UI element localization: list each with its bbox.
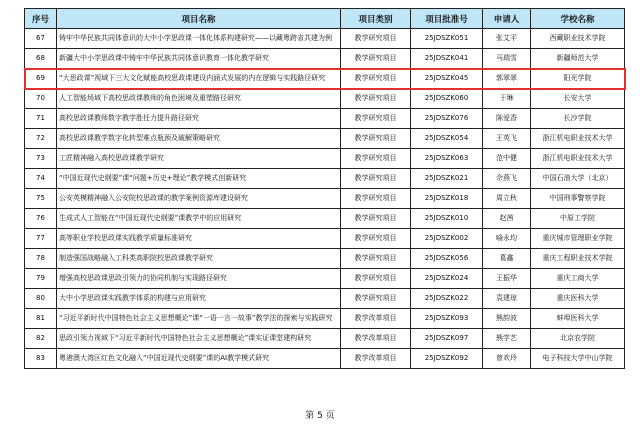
project-name-cell: “中国近现代史纲要”课“问题+历史+理论”教学模式创新研究 bbox=[57, 169, 341, 189]
approval-number-cell: 25JDSZK092 bbox=[411, 349, 483, 369]
project-name-cell: 人工智能场域下高校思政课教师的角色困境及重塑路径研究 bbox=[57, 89, 341, 109]
project-name-cell: 制造强国战略融入工科类高职院校思政课教学研究 bbox=[57, 249, 341, 269]
project-category-cell: 教学研究项目 bbox=[341, 289, 411, 309]
school-name-cell: 长安大学 bbox=[531, 89, 625, 109]
approval-number-cell: 25JDSZK076 bbox=[411, 109, 483, 129]
approval-number-cell: 25JDSZK021 bbox=[411, 169, 483, 189]
table-row bbox=[25, 109, 625, 129]
table-row bbox=[25, 29, 625, 49]
table-row bbox=[25, 149, 625, 169]
school-name-cell: 新疆师范大学 bbox=[531, 49, 625, 69]
approval-number-cell: 25JDSZK041 bbox=[411, 49, 483, 69]
row-index-cell: 68 bbox=[25, 49, 57, 69]
applicant-cell: 曾欢玲 bbox=[483, 349, 531, 369]
table-row bbox=[25, 249, 625, 269]
project-category-cell: 教学研究项目 bbox=[341, 249, 411, 269]
row-index-cell: 80 bbox=[25, 289, 57, 309]
table-row bbox=[25, 309, 625, 329]
row-index-cell: 74 bbox=[25, 169, 57, 189]
project-category-cell: 教学研究项目 bbox=[341, 229, 411, 249]
project-name-cell: 新疆大中小学思政课中铸牢中华民族共同体意识教育一体化教学研究 bbox=[57, 49, 341, 69]
page-footer: 第 5 页 bbox=[305, 411, 335, 421]
project-category-cell: 教学研究项目 bbox=[341, 269, 411, 289]
applicant-cell: 马瑞雪 bbox=[483, 49, 531, 69]
row-index-cell: 77 bbox=[25, 229, 57, 249]
school-name-cell: 重庆工商大学 bbox=[531, 269, 625, 289]
projects-table bbox=[24, 8, 625, 369]
school-name-cell: 重庆工程职业技术学院 bbox=[531, 249, 625, 269]
project-name-cell: 大中小学思政课实践教学体系的构建与应用研究 bbox=[57, 289, 341, 309]
school-name-cell: 浙江机电职业技术大学 bbox=[531, 149, 625, 169]
approval-number-cell: 25JDSZK045 bbox=[411, 69, 483, 89]
table-row bbox=[25, 209, 625, 229]
school-name-cell: 长沙学院 bbox=[531, 109, 625, 129]
project-name-cell: 生成式人工智能在“中国近现代史纲要”课教学中的应用研究 bbox=[57, 209, 341, 229]
applicant-cell: 熊学艺 bbox=[483, 329, 531, 349]
applicant-cell: 郭翠翠 bbox=[483, 69, 531, 89]
approval-number-cell: 25JDSZK018 bbox=[411, 189, 483, 209]
school-name-cell: 电子科技大学中山学院 bbox=[531, 349, 625, 369]
applicant-cell: 陈爱香 bbox=[483, 109, 531, 129]
table-row bbox=[25, 349, 625, 369]
row-index-cell: 73 bbox=[25, 149, 57, 169]
approval-number-cell: 25JDSZK054 bbox=[411, 129, 483, 149]
approval-number-cell: 25JDSZK022 bbox=[411, 289, 483, 309]
project-category-cell: 教学改革项目 bbox=[341, 349, 411, 369]
school-name-cell: 中原工学院 bbox=[531, 209, 625, 229]
row-index-cell: 67 bbox=[25, 29, 57, 49]
header-project-name: 项目名称 bbox=[57, 9, 341, 29]
project-name-cell: 高校思政课教师数字教学胜任力提升路径研究 bbox=[57, 109, 341, 129]
project-category-cell: 教学研究项目 bbox=[341, 49, 411, 69]
header-project-category: 项目类别 bbox=[341, 9, 411, 29]
project-name-cell: “大思政课”视域下三大文化赋能高校思政课建设内涵式发展的内在逻辑与实践路径研究 bbox=[57, 69, 341, 89]
project-category-cell: 教学改革项目 bbox=[341, 329, 411, 349]
header-approval-number: 项目批准号 bbox=[411, 9, 483, 29]
table-row bbox=[25, 189, 625, 209]
row-index-cell: 70 bbox=[25, 89, 57, 109]
school-name-cell: 西藏职业技术学院 bbox=[531, 29, 625, 49]
row-index-cell: 69 bbox=[25, 69, 57, 89]
approval-number-cell: 25JDSZK093 bbox=[411, 309, 483, 329]
applicant-cell: 袁建琼 bbox=[483, 289, 531, 309]
applicant-cell: 周立秋 bbox=[483, 189, 531, 209]
school-name-cell: 中国刑事警察学院 bbox=[531, 189, 625, 209]
project-name-cell: “习近平新时代中国特色社会主义思想概论”课“一语一言一故事”教学法的探索与实践研究 bbox=[57, 309, 341, 329]
approval-number-cell: 25JDSZK051 bbox=[411, 29, 483, 49]
applicant-cell: 范中健 bbox=[483, 149, 531, 169]
header-school: 学校名称 bbox=[531, 9, 625, 29]
project-category-cell: 教学研究项目 bbox=[341, 29, 411, 49]
applicant-cell: 王振华 bbox=[483, 269, 531, 289]
project-name-cell: 思政引领力视域下“习近平新时代中国特色社会主义思想概论”课实证课堂建构研究 bbox=[57, 329, 341, 349]
project-name-cell: 高等职业学校思政课实践教学质量标准研究 bbox=[57, 229, 341, 249]
project-category-cell: 教学研究项目 bbox=[341, 149, 411, 169]
table-row bbox=[25, 329, 625, 349]
school-name-cell: 重庆城市管理职业学院 bbox=[531, 229, 625, 249]
project-category-cell: 教学研究项目 bbox=[341, 89, 411, 109]
approval-number-cell: 25JDSZK097 bbox=[411, 329, 483, 349]
school-name-cell: 中国石油大学（北京） bbox=[531, 169, 625, 189]
project-category-cell: 教学研究项目 bbox=[341, 109, 411, 129]
row-index-cell: 81 bbox=[25, 309, 57, 329]
applicant-cell: 王英飞 bbox=[483, 129, 531, 149]
row-index-cell: 71 bbox=[25, 109, 57, 129]
approval-number-cell: 25JDSZK010 bbox=[411, 209, 483, 229]
row-index-cell: 72 bbox=[25, 129, 57, 149]
applicant-cell: 熊韵波 bbox=[483, 309, 531, 329]
school-name-cell: 重庆医科大学 bbox=[531, 289, 625, 309]
row-index-cell: 76 bbox=[25, 209, 57, 229]
table-row bbox=[25, 69, 625, 89]
project-category-cell: 教学研究项目 bbox=[341, 69, 411, 89]
project-category-cell: 教学研究项目 bbox=[341, 209, 411, 229]
row-index-cell: 75 bbox=[25, 189, 57, 209]
project-name-cell: 公安英模精神融入公安院校思政课的教学案例资源库建设研究 bbox=[57, 189, 341, 209]
approval-number-cell: 25JDSZK063 bbox=[411, 149, 483, 169]
table-row bbox=[25, 49, 625, 69]
table-header-row bbox=[25, 9, 625, 29]
school-name-cell: 浙江机电职业技术大学 bbox=[531, 129, 625, 149]
approval-number-cell: 25JDSZK056 bbox=[411, 249, 483, 269]
applicant-cell: 葛鑫 bbox=[483, 249, 531, 269]
applicant-cell: 于琳 bbox=[483, 89, 531, 109]
project-category-cell: 教学研究项目 bbox=[341, 189, 411, 209]
applicant-cell: 佘燕飞 bbox=[483, 169, 531, 189]
applicant-cell: 赵茜 bbox=[483, 209, 531, 229]
project-name-cell: 高校思政课教学数字化转型难点瓶颈及破解策略研究 bbox=[57, 129, 341, 149]
project-name-cell: 工匠精神融入高校思政课教学研究 bbox=[57, 149, 341, 169]
project-name-cell: 铸牢中华民族共同体意识的大中小学思政课一体化体系构建研究——以藏粤跨省共建为例 bbox=[57, 29, 341, 49]
header-applicant: 申请人 bbox=[483, 9, 531, 29]
project-category-cell: 教学研究项目 bbox=[341, 129, 411, 149]
applicant-cell: 张艾平 bbox=[483, 29, 531, 49]
approval-number-cell: 25JDSZK024 bbox=[411, 269, 483, 289]
project-name-cell: 增强高校思政课思政引领力的协同机制与实现路径研究 bbox=[57, 269, 341, 289]
school-name-cell: 阳光学院 bbox=[531, 69, 625, 89]
table-row bbox=[25, 269, 625, 289]
table-row bbox=[25, 289, 625, 309]
project-category-cell: 教学研究项目 bbox=[341, 169, 411, 189]
project-category-cell: 教学改革项目 bbox=[341, 309, 411, 329]
project-name-cell: 粤港澳大湾区红色文化融入“中国近现代史纲要”课的AI教学模式研究 bbox=[57, 349, 341, 369]
row-index-cell: 82 bbox=[25, 329, 57, 349]
school-name-cell: 北京农学院 bbox=[531, 329, 625, 349]
row-index-cell: 78 bbox=[25, 249, 57, 269]
table-row bbox=[25, 169, 625, 189]
school-name-cell: 蚌埠医科大学 bbox=[531, 309, 625, 329]
approval-number-cell: 25JDSZK060 bbox=[411, 89, 483, 109]
table-row bbox=[25, 129, 625, 149]
row-index-cell: 83 bbox=[25, 349, 57, 369]
header-index: 序号 bbox=[25, 9, 57, 29]
approval-number-cell: 25JDSZK002 bbox=[411, 229, 483, 249]
applicant-cell: 喻永均 bbox=[483, 229, 531, 249]
row-index-cell: 79 bbox=[25, 269, 57, 289]
table-row bbox=[25, 89, 625, 109]
table-row bbox=[25, 229, 625, 249]
